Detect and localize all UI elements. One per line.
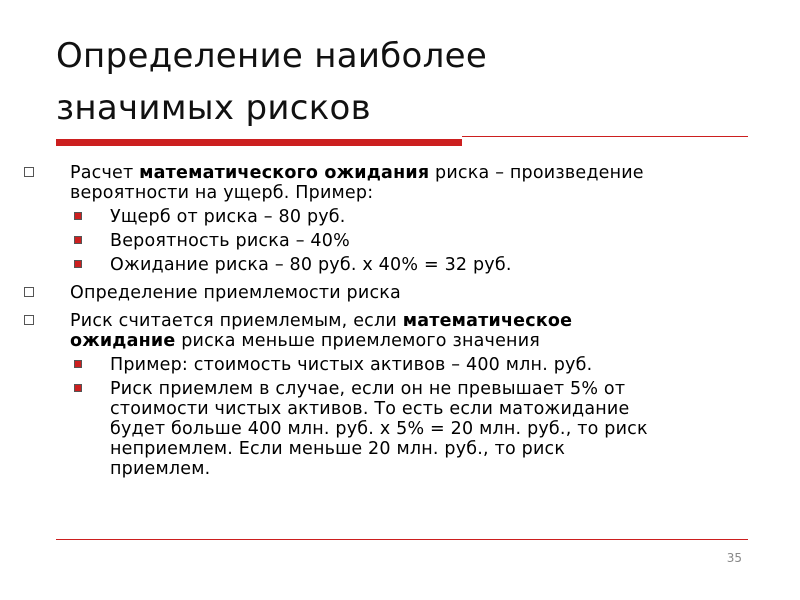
sub-bullet-line: приемлем. (110, 459, 211, 479)
sub-bullet-text: Ожидание риска – 80 руб. х 40% = 32 руб. (110, 255, 512, 275)
sub-bullet-text: Ущерб от риска – 80 руб. (110, 207, 346, 227)
bullet-expected-value (0, 163, 800, 275)
bullet-line (70, 163, 780, 183)
sub-bullet-condition (70, 379, 780, 479)
bullet-line (70, 311, 780, 331)
bullet-emphasis: математического ожидания (139, 163, 430, 183)
bullet-text: риска меньше приемлемого значения (175, 331, 540, 351)
square-bullet-icon (24, 315, 34, 325)
bullet-acceptable-risk (0, 311, 800, 479)
bullet-text: Определение приемлемости риска (70, 283, 401, 303)
slide-body (0, 163, 800, 487)
title-underline-thin (462, 136, 748, 137)
red-square-bullet-icon (74, 260, 82, 268)
title-underline-thick (56, 139, 462, 146)
square-bullet-icon (24, 167, 34, 177)
bullet-text: риска – произведение (429, 163, 644, 183)
bullet-acceptability (0, 283, 800, 303)
bullet-line: вероятности на ущерб. Пример: (70, 183, 374, 203)
square-bullet-icon (24, 287, 34, 297)
bullet-text: Риск считается приемлемым, если (70, 311, 403, 331)
sub-bullet-line: будет больше 400 млн. руб. х 5% = 20 млн. руб., то риск (110, 419, 648, 439)
sub-list (70, 355, 780, 479)
bullet-text: Расчет (70, 163, 140, 183)
sub-bullet-example (70, 355, 780, 375)
sub-bullet-line: стоимости чистых активов. То есть если матожидание (110, 399, 630, 419)
slide-title-line-1: Определение наиболее (56, 36, 488, 76)
footer-divider (56, 539, 748, 540)
sub-bullet-text: Пример: стоимость чистых активов – 400 млн. руб. (110, 355, 593, 375)
sub-bullet-line: неприемлем. Если меньше 20 млн. руб., то риск (110, 439, 566, 459)
red-square-bullet-icon (74, 384, 82, 392)
page-number: 35 (726, 551, 742, 565)
slide-title (56, 30, 756, 134)
red-square-bullet-icon (74, 360, 82, 368)
sub-list (70, 207, 780, 275)
red-square-bullet-icon (74, 212, 82, 220)
red-square-bullet-icon (74, 236, 82, 244)
bullet-emphasis: ожидание (70, 331, 176, 351)
sub-bullet-line: Риск приемлем в случае, если он не превышает 5% от (110, 379, 626, 399)
sub-bullet-text: Вероятность риска – 40% (110, 231, 350, 251)
sub-bullet-probability (70, 231, 780, 251)
slide-title-line-2: значимых рисков (56, 88, 371, 128)
bullet-line (70, 331, 780, 351)
sub-bullet-damage (70, 207, 780, 227)
sub-bullet-expectation (70, 255, 780, 275)
bullet-emphasis: математическое (402, 311, 573, 331)
